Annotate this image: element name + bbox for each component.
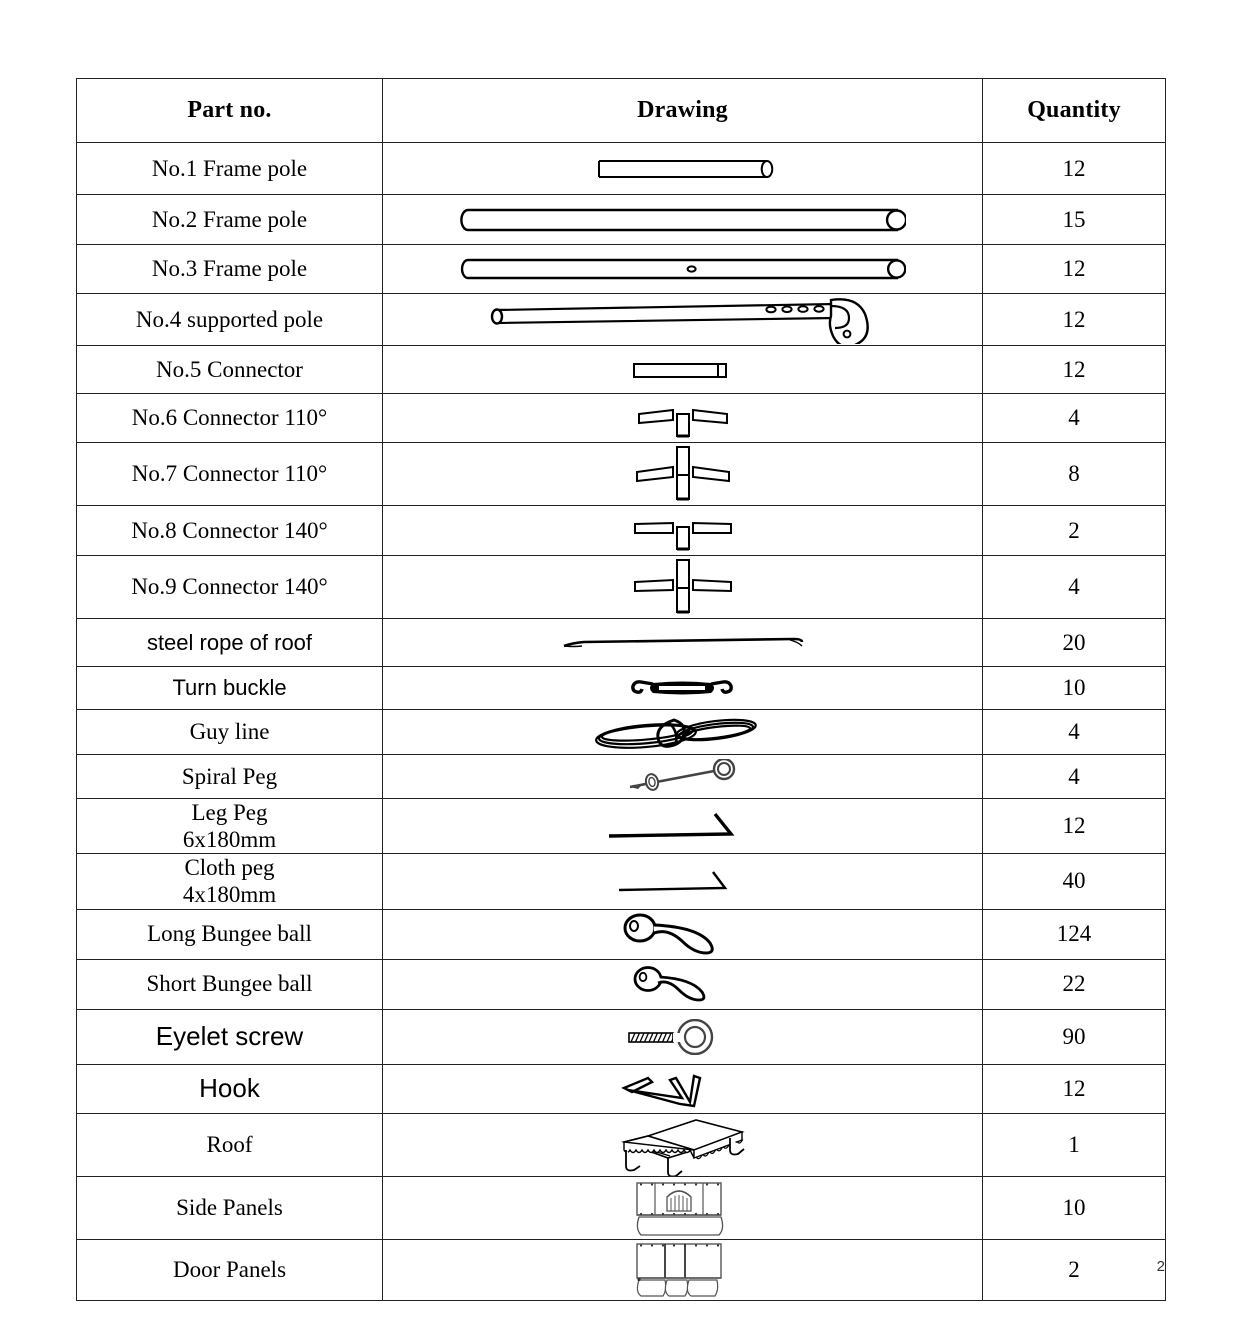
part-drawing-cell (383, 506, 983, 556)
guy-line-icon (383, 710, 982, 754)
quantity-cell: 15 (983, 195, 1166, 245)
part-name-cell (77, 710, 383, 755)
header-row (77, 79, 1166, 143)
part-name-label: Door Panels (172, 1256, 287, 1282)
table-row (77, 506, 1166, 556)
quantity-cell: 4 (983, 755, 1166, 799)
quantity-cell: 12 (983, 143, 1166, 195)
parts-list-page (76, 78, 1165, 1301)
part-name-label: Cloth peg (184, 855, 275, 881)
part-name-label: Turn buckle (172, 675, 287, 701)
part-name-label: No.3 Frame pole (151, 256, 308, 282)
quantity-cell: 12 (983, 245, 1166, 294)
part-size-label: 4x180mm (182, 882, 277, 908)
table-row (77, 755, 1166, 799)
part-name-cell (77, 854, 383, 909)
part-name-cell (77, 294, 383, 346)
cloth-peg-icon (383, 866, 982, 896)
table-row (77, 1009, 1166, 1064)
part-drawing-cell (383, 394, 983, 443)
part-name-label: Spiral Peg (181, 763, 278, 789)
part-drawing-cell (383, 799, 983, 854)
quantity-cell: 8 (983, 443, 1166, 506)
table-row (77, 443, 1166, 506)
part-drawing-cell (383, 854, 983, 909)
cross-connector-140-icon (383, 556, 982, 618)
part-drawing-cell (383, 667, 983, 710)
quantity-cell: 10 (983, 667, 1166, 710)
part-name-label: No.1 Frame pole (151, 155, 308, 181)
quantity-cell: 2 (983, 1239, 1166, 1300)
part-drawing-cell (383, 959, 983, 1009)
table-row (77, 959, 1166, 1009)
quantity-cell: 12 (983, 294, 1166, 346)
part-drawing-cell (383, 346, 983, 394)
long-bungee-ball-icon (383, 913, 982, 955)
part-drawing-cell (383, 1239, 983, 1300)
part-name-cell (77, 506, 383, 556)
part-name-cell (77, 245, 383, 294)
table-row (77, 245, 1166, 294)
part-name-label: Long Bungee ball (147, 921, 312, 947)
part-name-cell (77, 667, 383, 710)
part-name-cell (77, 143, 383, 195)
table-row (77, 667, 1166, 710)
part-drawing-cell (383, 1113, 983, 1176)
part-name-cell (77, 799, 383, 854)
part-name-label: Side Panels (176, 1194, 283, 1220)
sleeve-connector-icon (383, 357, 982, 383)
part-drawing-cell (383, 195, 983, 245)
leg-peg-icon (383, 809, 982, 843)
frame-pole-long-icon (383, 204, 982, 236)
quantity-cell: 10 (983, 1176, 1166, 1239)
part-drawing-cell (383, 443, 983, 506)
eyelet-screw-icon (383, 1019, 982, 1055)
part-name-label: Short Bungee ball (146, 971, 313, 997)
table-row (77, 143, 1166, 195)
quantity-cell: 4 (983, 556, 1166, 619)
quantity-cell: 4 (983, 710, 1166, 755)
part-name-label: No.7 Connector 110° (131, 461, 328, 487)
part-name-cell (77, 1176, 383, 1239)
part-name-label: Leg Peg (191, 800, 268, 825)
steel-rope-icon (383, 633, 982, 653)
quantity-cell: 20 (983, 619, 1166, 667)
part-name-label: No.4 supported pole (135, 306, 324, 332)
table-row (77, 1176, 1166, 1239)
header-part-no: Part no. (77, 79, 383, 143)
part-drawing-cell (383, 710, 983, 755)
part-name-label: No.2 Frame pole (151, 206, 308, 232)
part-name-cell (77, 346, 383, 394)
tee-connector-110-icon (383, 394, 982, 442)
table-row (77, 556, 1166, 619)
part-name-cell (77, 1239, 383, 1300)
part-name-cell (77, 959, 383, 1009)
part-drawing-cell (383, 619, 983, 667)
part-drawing-cell (383, 245, 983, 294)
part-name-cell (77, 443, 383, 506)
turn-buckle-icon (383, 675, 982, 701)
part-name-cell (77, 619, 383, 667)
parts-table (76, 78, 1166, 1301)
part-name-label: Guy line (189, 719, 270, 745)
cross-connector-110-icon (383, 443, 982, 505)
roof-icon (383, 1114, 982, 1176)
table-row (77, 799, 1166, 854)
part-name-label: No.9 Connector 140° (131, 574, 328, 600)
part-name-cell (77, 909, 383, 959)
part-drawing-cell (383, 1064, 983, 1113)
part-name-cell (77, 755, 383, 799)
part-name-cell (77, 1009, 383, 1064)
part-name-label: steel rope of roof (146, 629, 313, 655)
part-drawing-cell (383, 1176, 983, 1239)
quantity-cell: 124 (983, 909, 1166, 959)
part-name-label: No.5 Connector (156, 356, 303, 382)
table-row (77, 909, 1166, 959)
part-name-cell (77, 195, 383, 245)
part-size-label: 6x180mm (182, 827, 277, 853)
table-row (77, 195, 1166, 245)
supported-pole-icon (383, 296, 982, 344)
side-panel-icon (383, 1177, 982, 1239)
part-name-label: No.8 Connector 140° (131, 517, 328, 543)
part-drawing-cell (383, 143, 983, 195)
header-drawing: Drawing (383, 79, 983, 143)
part-drawing-cell (383, 755, 983, 799)
frame-pole-short-icon (383, 155, 982, 183)
table-row (77, 619, 1166, 667)
part-name-cell (77, 556, 383, 619)
quantity-cell: 12 (983, 346, 1166, 394)
table-row (77, 346, 1166, 394)
quantity-cell: 90 (983, 1009, 1166, 1064)
short-bungee-ball-icon (383, 964, 982, 1004)
quantity-cell: 40 (983, 854, 1166, 909)
part-name-cell (77, 394, 383, 443)
table-body (77, 143, 1166, 1301)
quantity-cell: 12 (983, 1064, 1166, 1113)
part-name-label: Eyelet screw (155, 1021, 304, 1052)
table-row (77, 1064, 1166, 1113)
table-row (77, 394, 1166, 443)
table-row (77, 1239, 1166, 1300)
tee-connector-140-icon (383, 507, 982, 555)
part-name-label: Roof (206, 1131, 253, 1157)
table-row (77, 1113, 1166, 1176)
part-drawing-cell (383, 556, 983, 619)
page-number: 2 (1156, 1258, 1165, 1275)
part-name-cell (77, 1064, 383, 1113)
part-drawing-cell (383, 909, 983, 959)
quantity-cell: 4 (983, 394, 1166, 443)
table-row (77, 854, 1166, 909)
quantity-cell: 12 (983, 799, 1166, 854)
part-drawing-cell (383, 1009, 983, 1064)
spiral-peg-icon (383, 759, 982, 795)
hook-icon (383, 1068, 982, 1110)
frame-pole-holed-icon (383, 254, 982, 284)
door-panel-icon (383, 1240, 982, 1300)
table-row (77, 710, 1166, 755)
quantity-cell: 1 (983, 1113, 1166, 1176)
table-row (77, 294, 1166, 346)
part-name-label: No.6 Connector 110° (131, 405, 328, 431)
quantity-cell: 2 (983, 506, 1166, 556)
header-quantity: Quantity (983, 79, 1166, 143)
part-drawing-cell (383, 294, 983, 346)
table-header (77, 79, 1166, 143)
quantity-cell: 22 (983, 959, 1166, 1009)
part-name-cell (77, 1113, 383, 1176)
part-name-label: Hook (199, 1073, 260, 1104)
